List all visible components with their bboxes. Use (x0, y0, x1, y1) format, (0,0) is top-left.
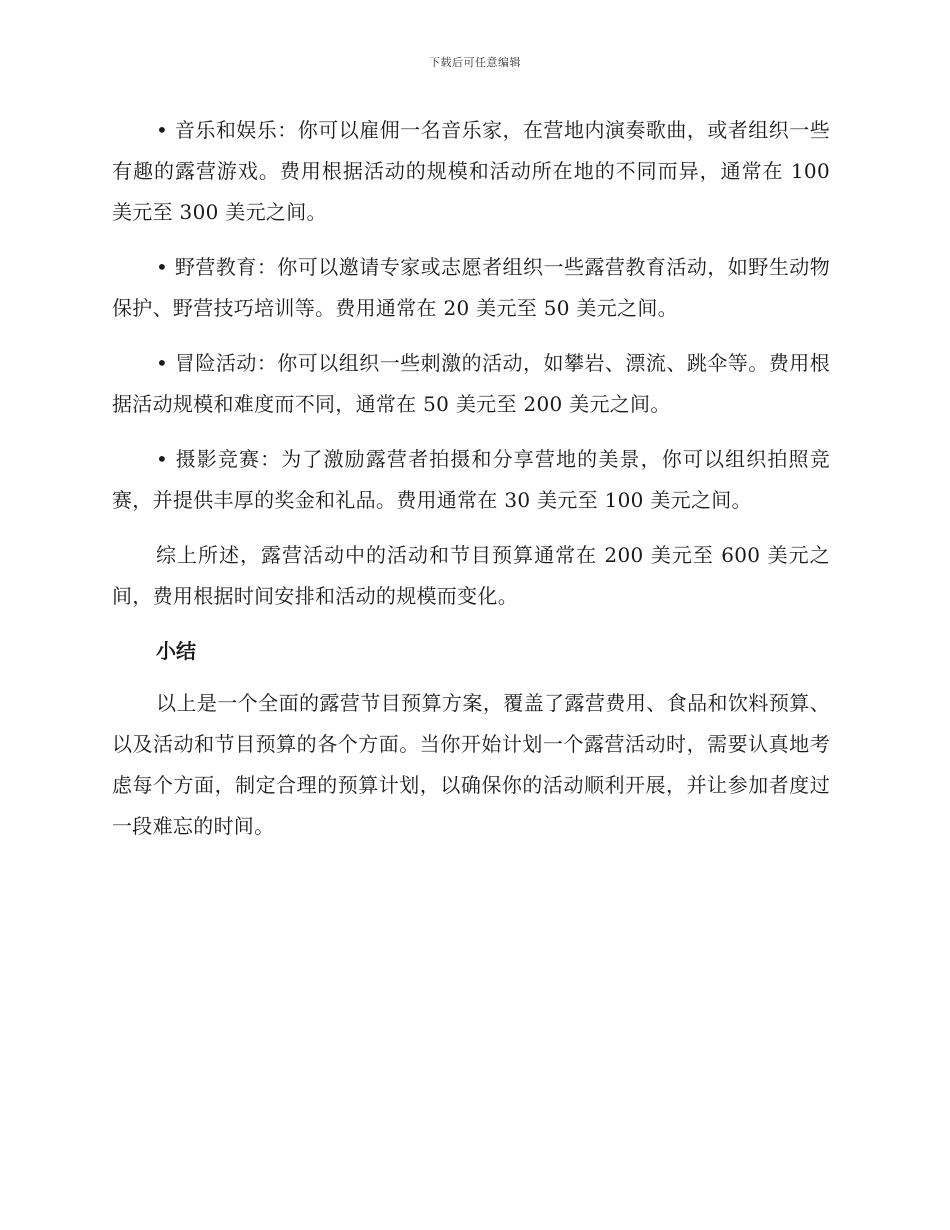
document-body (112, 110, 830, 861)
paragraph-music-entertainment: • 音乐和娱乐：你可以雇佣一名音乐家，在营地内演奏歌曲，或者组织一些有趣的露营游戏。费用根据活动的规模和活动所在地的不同而异，通常在 100 美元至 300 美元之间。 (112, 118, 830, 224)
summary-paragraph: 以上是一个全面的露营节目预算方案，覆盖了露营费用、食品和饮料预算、以及活动和节目预算的各个方面。当你开始计划一个露营活动时，需要认真地考虑每个方面，制定合理的预算计划，以确保你的活动顺利开展，并让参加者度过一段难忘的时间。 (112, 691, 830, 838)
paragraph-conclusion: 综上所述，露营活动中的活动和节目预算通常在 200 美元至 600 美元之间，费用根据时间安排和活动的规模而变化。 (112, 543, 830, 608)
paragraph-camping-education: • 野营教育：你可以邀请专家或志愿者组织一些露营教育活动，如野生动物保护、野营技巧培训等。费用通常在 20 美元至 50 美元之间。 (112, 255, 830, 320)
paragraph-adventure-activities: • 冒险活动：你可以组织一些刺激的活动，如攀岩、漂流、跳伞等。费用根据活动规模和难度而不同，通常在 50 美元至 200 美元之间。 (112, 351, 830, 416)
paragraph-photo-contest: • 摄影竞赛：为了激励露营者拍摄和分享营地的美景，你可以组织拍照竞赛，并提供丰厚的奖金和礼品。费用通常在 30 美元至 100 美元之间。 (112, 447, 830, 512)
page-header-note: 下载后可任意编辑 (429, 56, 521, 69)
summary-heading: 小结 (156, 639, 196, 663)
